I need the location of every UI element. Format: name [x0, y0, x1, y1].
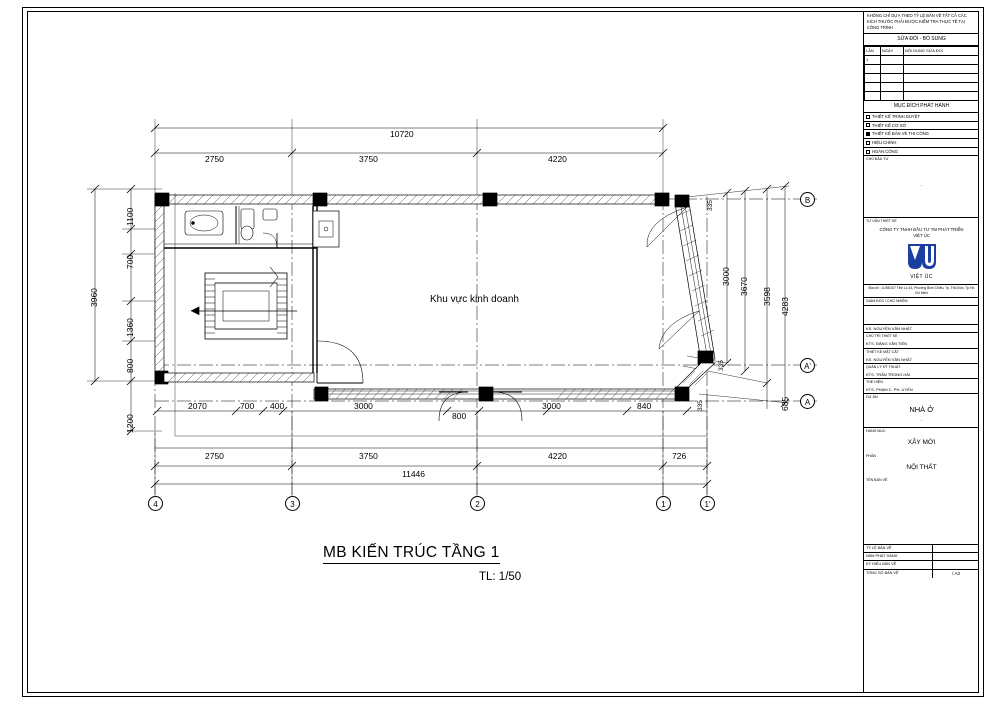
- dim-inner-2: 700: [240, 401, 255, 411]
- revision-title: SỬA ĐỔI - BỔ SUNG: [864, 34, 979, 46]
- revision-cell-ngay: [881, 83, 904, 92]
- dim-left-2: 700: [125, 254, 135, 269]
- purpose-item-4[interactable]: [864, 148, 979, 157]
- footer-value-1: [933, 553, 979, 560]
- revision-header-noidung: NỘI DUNG SỬA ĐỔI: [904, 47, 979, 56]
- signatory-name-1: KTS. ĐẶNG VĂN TIẾN: [864, 340, 979, 348]
- sheetname-label: TÊN BẢN VẼ: [866, 478, 888, 483]
- project-value: NHÀ Ở: [909, 405, 934, 415]
- dim-bottom-4: 726: [672, 451, 687, 461]
- dim-bottom-overall: 11446: [402, 469, 426, 479]
- company-name-line1: CÔNG TY TNHH ĐẦU TƯ TM PHÁT TRIỂN: [879, 227, 964, 233]
- floor-plan-svg: [27, 11, 863, 693]
- signatory-name-3: KTS. TRẦN TRỌNG HẢI: [864, 371, 979, 379]
- purpose-label: THIẾT KẾ TRÌNH DUYỆT: [872, 113, 921, 119]
- owner-block: [864, 156, 979, 218]
- grid-mark-4: 4: [148, 496, 163, 511]
- director-label: GIÁM ĐỐC / CHỦ NHIỆM: [864, 298, 979, 306]
- footer-row-0: [864, 545, 979, 553]
- dim-inner-7: 840: [637, 401, 652, 411]
- dim-right-small-1: 335: [707, 200, 714, 211]
- revision-cell-lan: [865, 74, 881, 83]
- checkbox-icon[interactable]: [866, 115, 870, 119]
- table-row: [865, 83, 979, 92]
- revision-cell-ngay: [881, 65, 904, 74]
- signatory-role-4: THỂ HIỆN: [866, 380, 883, 385]
- signatory-name-2: KS. NGUYỄN VĂN NHẤT: [864, 356, 979, 364]
- dim-top-1: 2750: [205, 154, 224, 164]
- viet-uc-logo-icon: [905, 242, 939, 272]
- logo-text: VIỆT ÚC: [910, 274, 933, 281]
- revision-header-lan: LẦN: [865, 47, 881, 56]
- footer-value-3: / A3: [952, 570, 960, 576]
- dim-left-4: 800: [125, 358, 135, 373]
- table-row: [865, 56, 979, 65]
- category-value: XÂY MỚI: [907, 438, 936, 446]
- revision-header-ngay: NGÀY: [881, 47, 904, 56]
- project-label: DỰ ÁN: [866, 395, 878, 400]
- part-label: PHẦN: [866, 453, 876, 458]
- dim-inner-5: 800: [452, 411, 467, 421]
- purpose-title: MỤC ĐÍCH PHÁT HÀNH: [864, 101, 979, 113]
- dim-right-5: 685: [780, 396, 790, 411]
- revision-cell-lan: [865, 65, 881, 74]
- signatory-role-2: THIẾT KẾ MẶT CẮT: [866, 349, 899, 354]
- footer-row-2: [864, 561, 979, 569]
- dim-left-3: 1360: [125, 318, 135, 337]
- dim-left-outer: 1200: [125, 414, 135, 433]
- owner-signature: .: [920, 182, 923, 189]
- footer-label-1: NĂM PHÁT HÀNH: [864, 553, 933, 560]
- revision-cell-noidung: [904, 65, 979, 74]
- revision-cell-ngay: [881, 56, 904, 65]
- dim-right-1: 3000: [721, 267, 731, 286]
- revision-cell-noidung: [904, 83, 979, 92]
- grid-mark-1: 1: [656, 496, 671, 511]
- purpose-item-0[interactable]: [864, 113, 979, 122]
- grid-mark-1-prime: 1': [700, 496, 715, 511]
- dim-right-4: 4283: [780, 297, 790, 316]
- purpose-label: HOÀN CÔNG: [872, 148, 898, 154]
- floor-plan-area: [27, 11, 863, 693]
- drawing-title: MB KIẾN TRÚC TẦNG 1: [323, 544, 500, 564]
- purpose-label: THIẾT KẾ CƠ SỞ: [872, 122, 907, 128]
- signatory-role-3: QUẢN LÝ KỸ THUẬT: [866, 364, 901, 369]
- purpose-item-3[interactable]: [864, 139, 979, 148]
- dim-inner-1: 2070: [188, 401, 207, 411]
- dim-right-3: 3598: [762, 287, 772, 306]
- grid-mark-2: 2: [470, 496, 485, 511]
- dim-top-2: 3750: [359, 154, 378, 164]
- checkbox-icon[interactable]: [866, 123, 870, 127]
- titleblock-note: KHÔNG CHỈ DỰA THEO TỶ LỆ BẢN VẼ TẤT CẢ CÁC KÍCH THƯỚC PHẢI ĐƯỢC KIỂM TRA THỰC TẾ TẠI CÔNG TRÌNH: [864, 11, 979, 34]
- revision-table: [864, 46, 979, 101]
- category-label: HẠNG MỤC: [866, 429, 886, 434]
- dim-bottom-1: 2750: [205, 451, 224, 461]
- footer-row-1: [864, 553, 979, 561]
- footer-value-2: [933, 561, 979, 568]
- grid-mark-A-prime: A': [800, 358, 815, 373]
- dim-bottom-2: 3750: [359, 451, 378, 461]
- footer-value-0: [933, 545, 979, 552]
- purpose-item-1[interactable]: [864, 122, 979, 131]
- revision-cell-lan: [865, 83, 881, 92]
- grid-mark-A: A: [800, 394, 815, 409]
- dim-right-small-3: 335: [697, 400, 704, 411]
- dim-inner-6: 3000: [542, 401, 561, 411]
- purpose-label: HIỆU CHỈNH: [872, 139, 897, 145]
- purpose-label: THIẾT KẾ BẢN VẼ THI CÔNG: [872, 131, 929, 137]
- title-block: [863, 11, 979, 693]
- signatory-role-1: CHỦ TRÌ THIẾT KẾ: [866, 334, 898, 339]
- revision-cell-noidung: [904, 92, 979, 101]
- signatory-name-4: KTS. PHẠM C. PH. UYÊN: [864, 386, 979, 394]
- dim-top-overall: 10720: [390, 129, 414, 139]
- revision-cell-ngay: [881, 92, 904, 101]
- revision-cell-lan: [865, 92, 881, 101]
- footer-row-3: [864, 570, 979, 578]
- footer-label-0: TỶ LỆ BẢN VẼ: [864, 545, 933, 552]
- company-name-line2: VIỆT ÚC: [913, 233, 930, 239]
- footer-label-3: TỔNG SỐ BẢN VẼ: [864, 570, 933, 578]
- table-row: [865, 92, 979, 101]
- checkbox-checked-icon[interactable]: [866, 132, 870, 136]
- company-logo: [864, 240, 979, 285]
- dim-right-small-2: 335: [718, 360, 725, 371]
- part-value: NỘI THẤT: [906, 463, 937, 471]
- grid-mark-B: B: [800, 192, 815, 207]
- dim-inner-4: 3000: [354, 401, 373, 411]
- dim-bottom-3: 4220: [548, 451, 567, 461]
- company-address: Địa chỉ : 11/55/107 Tỉnh Lộ 43, Phường Bình Chiểu, Tp. Thủ Đức, Tp Hồ Chí Minh: [864, 285, 979, 298]
- revision-cell-ngay: [881, 74, 904, 83]
- project-sub: .: [864, 417, 979, 428]
- room-label-business-area: Khu vực kinh doanh: [430, 294, 519, 305]
- footer-label-2: KÝ HIỆU BẢN VẼ: [864, 561, 933, 568]
- signatory-name-0: KS. NGUYỄN VĂN NHẤT: [864, 325, 979, 333]
- dim-right-2: 3670: [739, 277, 749, 296]
- table-row: [865, 74, 979, 83]
- dim-inner-3: 400: [270, 401, 285, 411]
- grid-mark-3: 3: [285, 496, 300, 511]
- revision-cell-lan: 1: [865, 56, 881, 65]
- dim-left-1: 1100: [125, 207, 135, 226]
- director-signature-space: [864, 306, 979, 325]
- revision-header-row: [865, 47, 979, 56]
- drawing-scale: TL: 1/50: [479, 571, 522, 583]
- owner-label: CHỦ ĐẦU TƯ: [866, 157, 889, 162]
- consultant-label: TƯ VẤN THIẾT KẾ: [866, 219, 897, 224]
- sheetname-value: [864, 484, 979, 545]
- checkbox-icon[interactable]: [866, 150, 870, 154]
- checkbox-icon[interactable]: [866, 141, 870, 145]
- dim-top-3: 4220: [548, 154, 567, 164]
- table-row: [865, 65, 979, 74]
- dim-left-overall: 3960: [89, 288, 99, 307]
- revision-cell-noidung: [904, 56, 979, 65]
- purpose-item-2[interactable]: [864, 130, 979, 139]
- revision-cell-noidung: [904, 74, 979, 83]
